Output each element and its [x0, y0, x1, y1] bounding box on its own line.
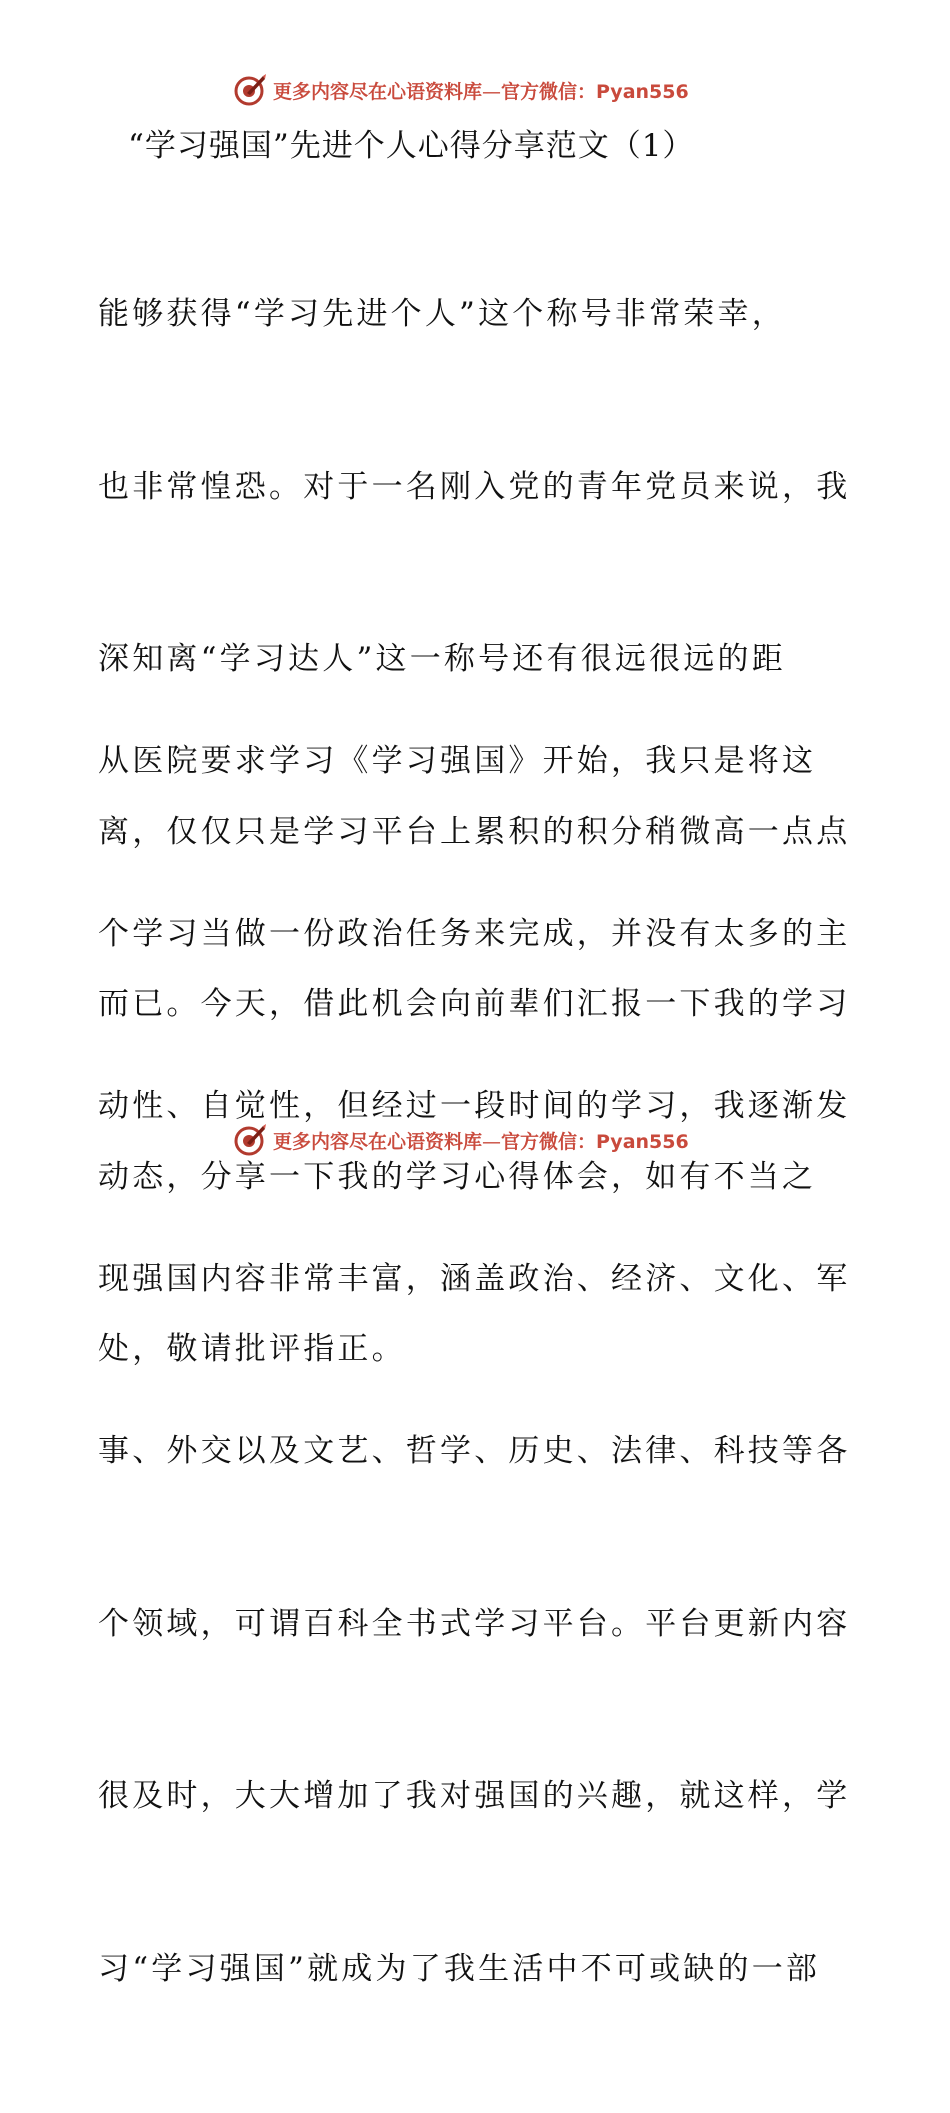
banner-separator: — [482, 1130, 502, 1153]
document-title: “学习强国”先进个人心得分享范文（1） [128, 128, 695, 164]
quill-pen-logo-icon [233, 1123, 267, 1157]
paragraph-line: 深知离“学习达人”这一称号还有很远很远的距 [98, 641, 786, 677]
banner-wechat-label: 官方微信： [501, 80, 597, 103]
paragraph-line: 事、外交以及文艺、哲学、历史、法律、科技等各 [98, 1433, 851, 1469]
banner-separator: — [482, 80, 502, 103]
paragraph-line: 个学习当做一份政治任务来完成，并没有太多的主 [98, 915, 851, 952]
banner-wechat-id: Pyan556 [596, 1130, 689, 1153]
paragraph-line: 动性、自觉性，但经过一段时间的学习，我逐渐发 [98, 1088, 851, 1124]
paragraph-line: 而已。今天，借此机会向前辈们汇报一下我的学习 [98, 986, 851, 1022]
paragraph-line: 离，仅仅只是学习平台上累积的积分稍微高一点点 [98, 813, 851, 850]
paragraph-line: 个领域，可谓百科全书式学习平台。平台更新内容 [98, 1605, 851, 1642]
paragraph-line: 现强国内容非常丰富，涵盖政治、经济、文化、军 [98, 1260, 851, 1297]
paragraph-line: 能够获得“学习先进个人”这个称号非常荣幸， [98, 296, 786, 332]
header-banner [233, 70, 733, 110]
banner-site-text: 更多内容尽在心语资料库 [273, 1130, 483, 1153]
banner-wechat-id: Pyan556 [596, 80, 689, 103]
paragraph-line: 也非常惶恐。对于一名刚入党的青年党员来说，我 [98, 468, 851, 505]
header-banner-text [273, 77, 689, 104]
footer-banner-text [273, 1127, 689, 1154]
paragraph-line: 从医院要求学习《学习强国》开始，我只是将这 [98, 743, 817, 779]
banner-wechat-label: 官方微信： [501, 1130, 597, 1153]
paragraph-line: 很及时，大大增加了我对强国的兴趣，就这样，学 [98, 1778, 851, 1814]
paragraph-line: 动态，分享一下我的学习心得体会，如有不当之 [98, 1158, 817, 1195]
paragraph-line: 习“学习强国”就成为了我生活中不可或缺的一部 [98, 1950, 821, 1987]
banner-site-text: 更多内容尽在心语资料库 [273, 80, 483, 103]
quill-pen-logo-icon [233, 73, 267, 107]
paragraph-line: 处，敬请批评指正。 [98, 1331, 406, 1367]
paragraph-2 [98, 618, 858, 2113]
footer-banner [233, 1120, 733, 1160]
